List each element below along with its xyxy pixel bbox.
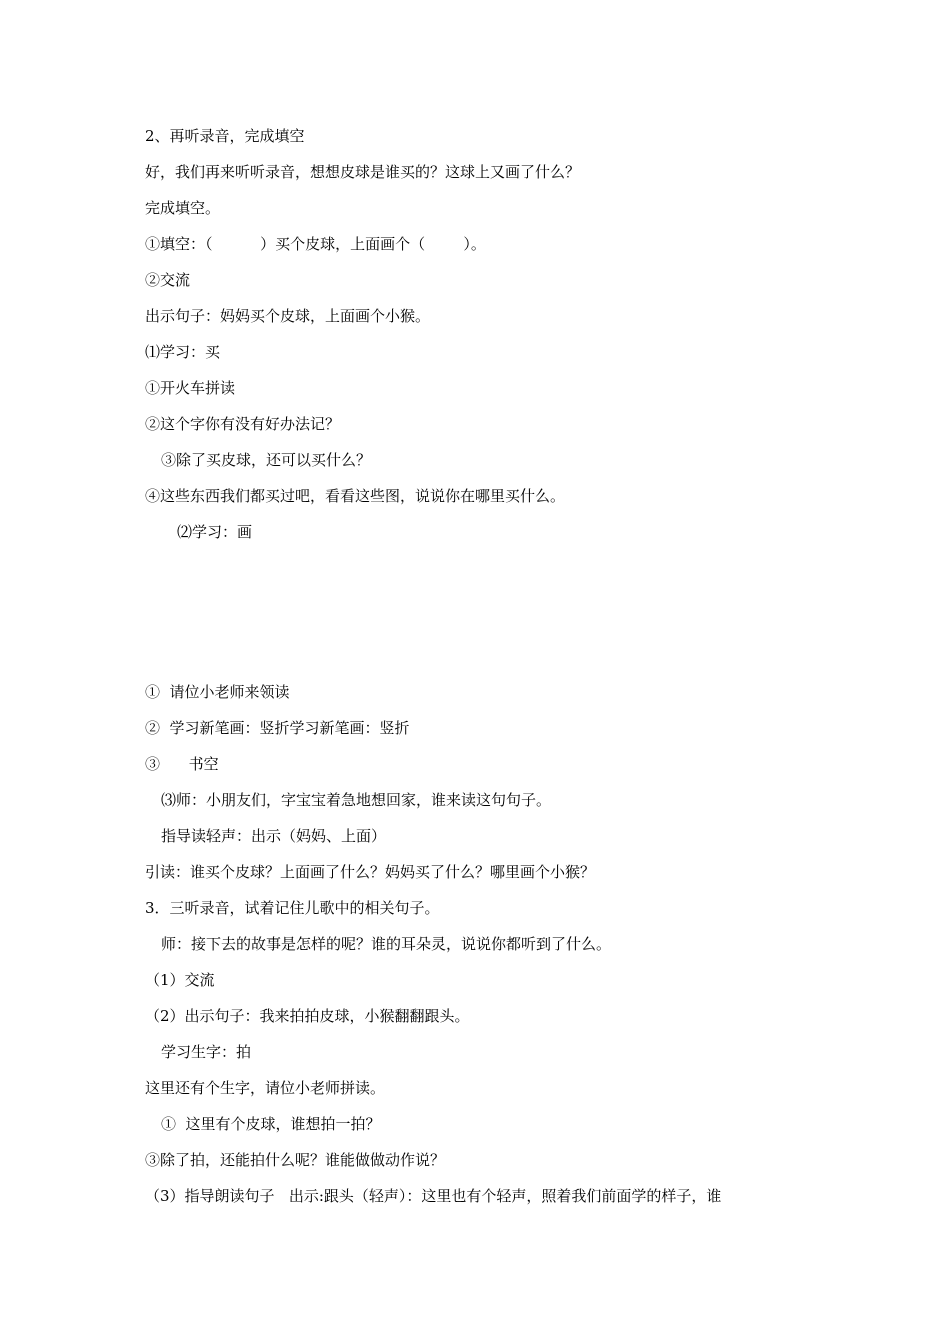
text-line: 师：接下去的故事是怎样的呢？谁的耳朵灵，说说你都听到了什么。 [161, 935, 612, 953]
text-line: 好，我们再来听听录音，想想皮球是谁买的？这球上又画了什么？ [145, 163, 581, 181]
text-line: 指导读轻声：出示（妈妈、上面） [161, 827, 387, 845]
text-line: （2）出示句子：我来拍拍皮球，小猴翻翻跟头。 [145, 1007, 470, 1025]
text-line: 学习生字：拍 [161, 1043, 252, 1061]
text-line: 完成填空。 [145, 199, 221, 217]
text-line: ② 学习新笔画：竖折学习新笔画：竖折 [145, 719, 410, 737]
text-line: ②交流 [145, 271, 191, 289]
text-line: ④这些东西我们都买过吧，看看这些图，说说你在哪里买什么。 [145, 487, 566, 505]
text-line: ③除了拍，还能拍什么呢？谁能做做动作说？ [145, 1151, 446, 1169]
section-heading-3: 3．三听录音，试着记住儿歌中的相关句子。 [145, 899, 440, 917]
text-line: ①开火车拼读 [145, 379, 236, 397]
text-line: 这里还有个生字，请位小老师拼读。 [145, 1079, 386, 1097]
text-line: ③ 书空 [145, 755, 219, 773]
text-line: 引读：谁买个皮球？上面画了什么？妈妈买了什么？哪里画个小猴？ [145, 863, 596, 881]
text-line: ③除了买皮球，还可以买什么？ [161, 451, 372, 469]
text-line: ① 请位小老师来领读 [145, 683, 290, 701]
subheading: ⑴学习：买 [145, 343, 221, 361]
subheading: ⑵学习：画 [177, 523, 253, 541]
text-line: （3）指导朗读句子 出示:跟头（轻声）：这里也有个轻声，照着我们前面学的样子，谁 [145, 1187, 722, 1205]
subheading: ⑶师：小朋友们，字宝宝着急地想回家，谁来读这句句子。 [161, 791, 552, 809]
fill-blank-line: ①填空：（ ）买个皮球，上面画个（ ）。 [145, 235, 486, 253]
text-line: （1）交流 [145, 971, 215, 989]
text-line: 出示句子：妈妈买个皮球，上面画个小猴。 [145, 307, 431, 325]
section-heading-2: 2、再听录音，完成填空 [145, 127, 305, 145]
text-line: ②这个字你有没有好办法记？ [145, 415, 341, 433]
text-line: ① 这里有个皮球，谁想拍一拍？ [161, 1115, 381, 1133]
